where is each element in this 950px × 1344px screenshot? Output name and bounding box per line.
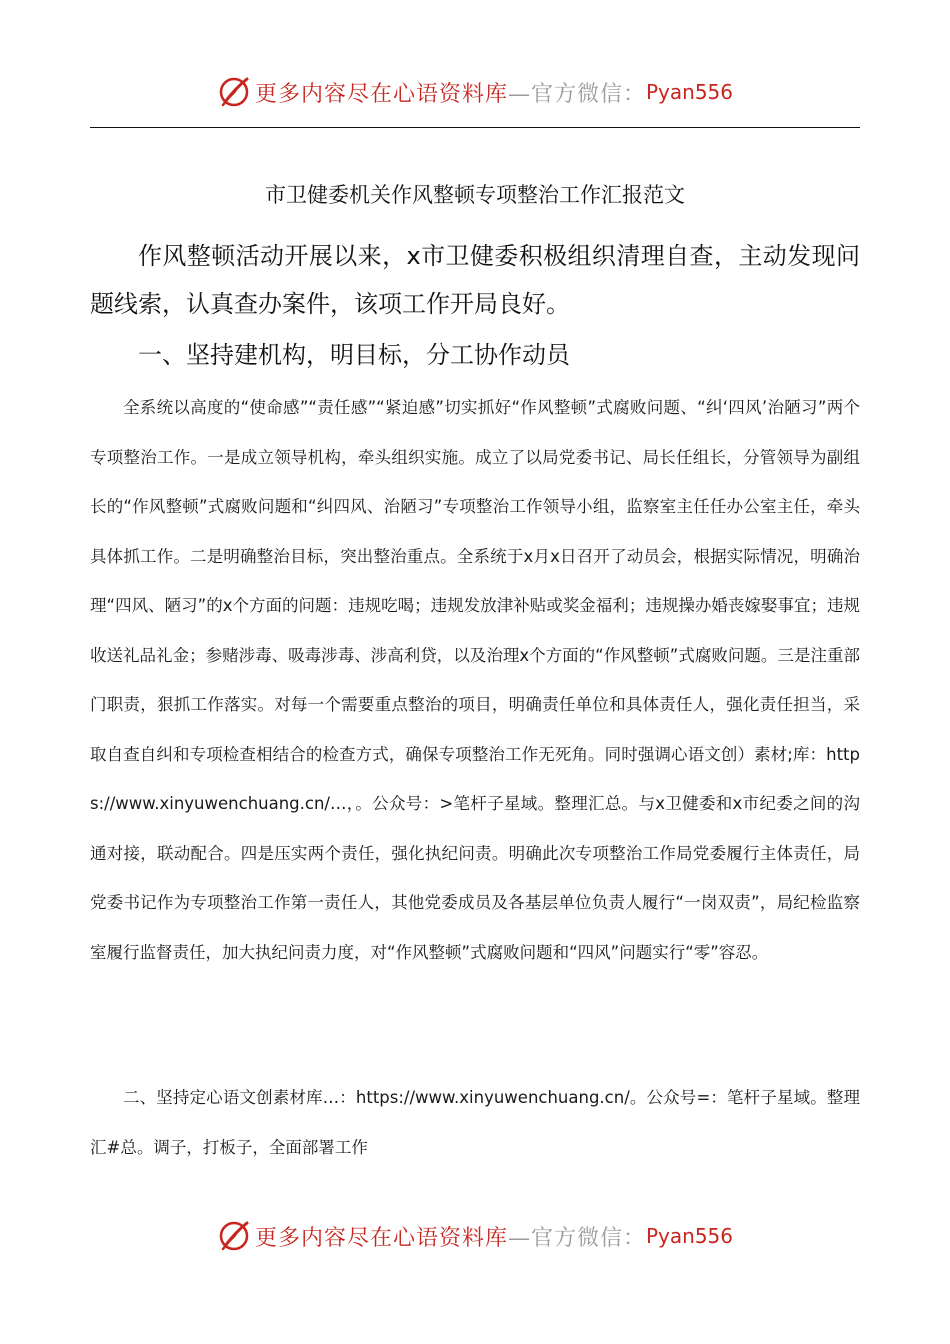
watermark-site-text: 更多内容尽在心语资料库 bbox=[254, 81, 508, 107]
watermark-site-text: 更多内容尽在心语资料库 bbox=[254, 1225, 508, 1251]
document-title: 市卫健委机关作风整顿专项整治工作汇报范文 bbox=[265, 183, 685, 207]
header-divider bbox=[90, 127, 860, 128]
body-paragraph-1: 全系统以高度的“使命感”“责任感”“紧迫感”切实抓好“作风整顿”式腐败问题、“纠‘四风’治陋习”两个专项整治工作。一是成立领导机构，牵头组织实施。成立了以局党委书记、局长任组长，分管领导为副组长的“作风整顿”式腐败问题和“纠四风、治陋习”专项整治工作领导小组，监察室主任任办公室主任，牵头具体抓工作。二是明确整治目标，突出整治重点。全系统于x月x日召开了动员会，根据实际情况，明确治理“四风、陋习”的x个方面的问题：违规吃喝；违规发放津补贴或奖金福利；违规操办婚丧嫁娶事宜；违规收送礼品礼金；参赌涉毒、吸毒涉毒、涉高利贷，以及治理x个方面的“作风整顿”式腐败问题。三是注重部门职责，狠抓工作落实。对每一个需要重点整治的项目，明确责任单位和具体责任人，强化责任担当，采取自查自纠和专项检查相结合的检查方式，确保专项整治工作无死角。同时强调心语文创）素材;库：https://www.xinyuwenchuang.cn/…，。公众号：>笔杆子星域。整理汇总。与x卫健委和x市纪委之间的沟通对接，联动配合。四是压实两个责任，强化执纪问责。明确此次专项整治工作局党委履行主体责任，局党委书记作为专项整治工作第一责任人，其他党委成员及各基层单位负责人履行“一岗双责”，局纪检监察室履行监督责任，加大执纪问责力度，对“作风整顿”式腐败问题和“四风”问题实行“零”容忍。 bbox=[90, 398, 860, 962]
watermark-wechat-id: Pyan556 bbox=[646, 80, 734, 104]
section-heading-1: 一、坚持建机构，明目标，分工协作动员 bbox=[138, 341, 570, 369]
header-watermark bbox=[0, 72, 950, 112]
section-heading-2: 二、坚持定心语文创素材库…：https://www.xinyuwenchuang.cn/。公众号=：笔杆子星域。整理汇#总。调子，打板子，全面部署工作 bbox=[90, 1088, 860, 1157]
footer-watermark bbox=[0, 1216, 950, 1256]
watermark-wechat-label: —官方微信： bbox=[507, 1225, 646, 1251]
quill-logo-icon bbox=[217, 75, 251, 109]
watermark-wechat-id: Pyan556 bbox=[646, 1224, 734, 1248]
intro-paragraph: 作风整顿活动开展以来，x市卫健委积极组织清理自查，主动发现问题线索，认真查办案件，该项工作开局良好。 bbox=[90, 242, 860, 318]
watermark-wechat-label: —官方微信： bbox=[507, 81, 646, 107]
quill-logo-icon bbox=[217, 1219, 251, 1253]
